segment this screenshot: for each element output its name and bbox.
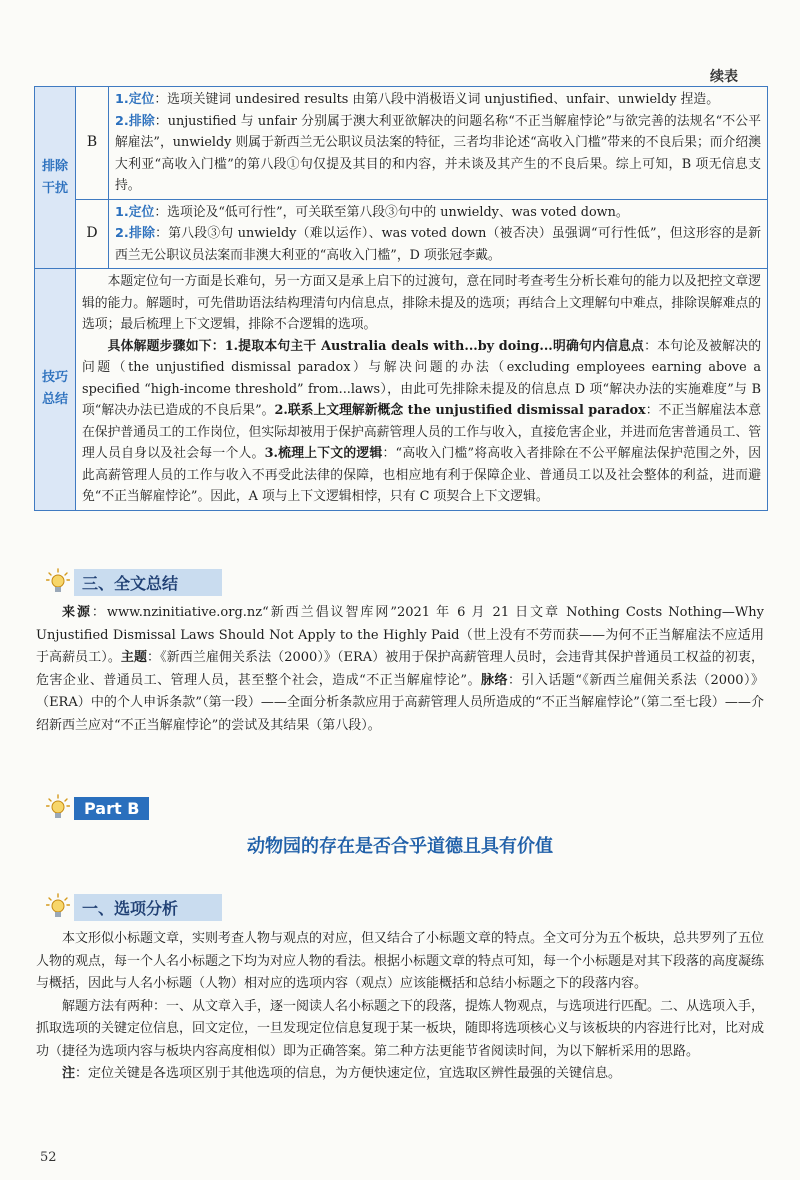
option-analysis <box>109 87 768 200</box>
exclude-label: 2.排除 <box>115 113 155 129</box>
locate-label: 1.定位 <box>115 204 155 220</box>
tips-row-head: 技巧总结 <box>35 269 76 511</box>
part-b-title: 动物园的存在是否合乎道德且具有价值 <box>247 836 553 857</box>
option-analysis-heading-text: 一、选项分析 <box>74 894 222 921</box>
exclusion-row-head: 排除干扰 <box>35 87 76 269</box>
option-analysis-heading <box>46 893 222 921</box>
step3-text: ：“高收入门槛”将高收入者排除在不公平解雇法保护范围之外，因此高薪管理人员的工作与收入不再受此法律的保障，也相应地有利于保障企业、普通员工以及社会整体的利益，进而避免“不正当解雇悖论”。因此，A 项与上下文逻辑相悖，只有 C 项契合上下文逻辑。 <box>82 446 761 504</box>
table-row <box>35 269 768 511</box>
exclude-paragraph <box>115 111 761 197</box>
exclude-text: ：unjustified 与 unfair 分别属于澳大利亚欲解决的问题名称“不正当解雇悖论”与欲完善的法规名“不公平解雇法”，unwieldy 则属于新西兰无公职议员法案的特征，三者均非论述“高收入门槛”带来的不良后果；而介绍澳大利亚“高收入门槛”的第八段①句仅提及其目的和内容，并未谈及其产生的不良后果。综上可知，B 项无信息支持。 <box>115 113 762 193</box>
table-row <box>35 87 768 200</box>
step1-label: 具体解题步骤如下：1.提取本句主干 Australia deals with...by doing...明确句内信息点 <box>107 338 645 354</box>
locate-text: ：选项论及“低可行性”，可关联至第八段③句中的 unwieldy、was voted down。 <box>154 204 629 220</box>
lightbulb-icon <box>46 893 70 921</box>
summary-paragraph <box>36 602 764 737</box>
continued-label: 续表 <box>710 69 738 85</box>
exclude-text: ：第八段③句 unwieldy（难以运作）、was voted down（被否决）虽强调“可行性低”，但这形容的是新西兰无公职议员法案而非澳大利亚的“高收入门槛”，D 项张冠李戴。 <box>115 226 762 263</box>
summary-block <box>36 602 764 737</box>
part-b-label: Part B <box>74 797 149 820</box>
part-b-paragraph-1: 本文形似小标题文章，实则考查人物与观点的对应，但又结合了小标题文章的特点。全文可分为五个板块，总共罗列了五位人物的观点，每一个人名小标题之下均为对应人物的看法。根据小标题文章的特点可知，每一个小标题是对其下段落的高度凝练与概括，因此与人名小标题（人物）相对应的选项内容（观点）应该能概括和总结小标题之下的段落内容。 <box>36 931 765 991</box>
locate-paragraph <box>115 89 761 111</box>
part-b-body <box>36 928 764 1086</box>
source-text: ：www.nzinitiative.org.nz“新西兰倡议智库网”2021 年 6 月 21 日文章 Nothing Costs Nothing—Why Unjustified Dismissal Laws Should Not Apply to the Highly Paid（世上没有不劳而获——为何不正当解雇法不应适用于高薪员工）。 <box>36 605 764 665</box>
step3-label: 3.梳理上下文的逻辑 <box>264 446 383 461</box>
tips-content <box>76 269 768 511</box>
structure-label: 脉络 <box>481 672 508 688</box>
note-paragraph <box>36 1063 764 1086</box>
part-b-heading <box>46 794 149 822</box>
source-label: 来源 <box>62 605 92 620</box>
tips-steps-paragraph <box>82 336 761 508</box>
theme-text: ：《新西兰雇佣关系法（2000）》（ERA）被用于保护高薪管理人员时，会违背其保护普通员工权益的初衷，危害企业、普通员工、管理人员，甚至整个社会，造成“不正当解雇悖论”。 <box>36 650 764 688</box>
summary-heading <box>46 568 222 596</box>
option-letter: D <box>76 199 109 269</box>
locate-label: 1.定位 <box>115 92 155 107</box>
locate-text: ：选项关键词 undesired results 由第八段中消极语义词 unjustified、unfair、unwieldy 捏造。 <box>154 92 719 107</box>
option-letter: B <box>76 87 109 200</box>
page-number: 52 <box>40 1150 57 1165</box>
lightbulb-icon <box>46 794 70 822</box>
exclude-paragraph <box>115 223 761 266</box>
tips-paragraph: 本题定位句一方面是长难句，另一方面又是承上启下的过渡句，意在同时考查考生分析长难句的能力以及把控文章逻辑的能力。解题时，可先借助语法结构理清句内信息点，排除未提及的选项；再结合上文理解句中难点，排除误解难点的选项；最后梳理上下文逻辑，排除不合逻辑的选项。 <box>82 274 761 332</box>
note-label: 注 <box>62 1066 76 1081</box>
step2-label: 2.联系上文理解新概念 the unjustified dismissal paradox <box>274 403 646 418</box>
step1-text: ：本句论及被解决的问题（the unjustified dismissal paradox）与解决问题的办法（excluding employees earning above a specified “high-income threshold” from...laws），由此可先排除未提及的信息点 D 项“解决办法的实施难度”与 B 项“解决办法已造成的不良后果”。 <box>82 338 761 418</box>
exclude-label: 2.排除 <box>115 226 156 241</box>
theme-label: 主题 <box>120 650 148 665</box>
table-row <box>35 199 768 269</box>
analysis-table <box>34 86 768 511</box>
note-text: ：定位关键是各选项区别于其他选项的信息，为方便快速定位，宜选取区辨性最强的关键信息。 <box>75 1066 622 1081</box>
summary-heading-text: 三、全文总结 <box>74 569 222 596</box>
option-analysis <box>109 199 768 269</box>
step2-text: ：不正当解雇法本意在保护普通员工的工作岗位，但实际却被用于保护高薪管理人员的工作与收入，直接危害企业，并进而危害普通员工、管理人员自身以及社会每一个人。 <box>82 403 761 461</box>
lightbulb-icon <box>46 568 70 596</box>
locate-paragraph <box>115 202 761 224</box>
structure-text: ：引入话题“《新西兰雇佣关系法（2000）》（ERA）中的个人申诉条款”（第一段）——全面分析条款应用于高薪管理人员所造成的“不正当解雇悖论”（第二至七段）——介绍新西兰应对“不正当解雇悖论”的尝试及其结果（第八段）。 <box>36 672 765 733</box>
part-b-paragraph-2: 解题方法有两种：一、从文章入手，逐一阅读人名小标题之下的段落，提炼人物观点，与选项进行匹配。二、从选项入手，抓取选项的关键定位信息，回文定位，一旦发现定位信息复现于某一板块，随即将选项核心义与该板块的内容进行比对，比对成功（捷径为选项内容与板块内容高度相似）即为正确答案。第二种方法更能节省阅读时间，为以下解析采用的思路。 <box>36 998 765 1059</box>
